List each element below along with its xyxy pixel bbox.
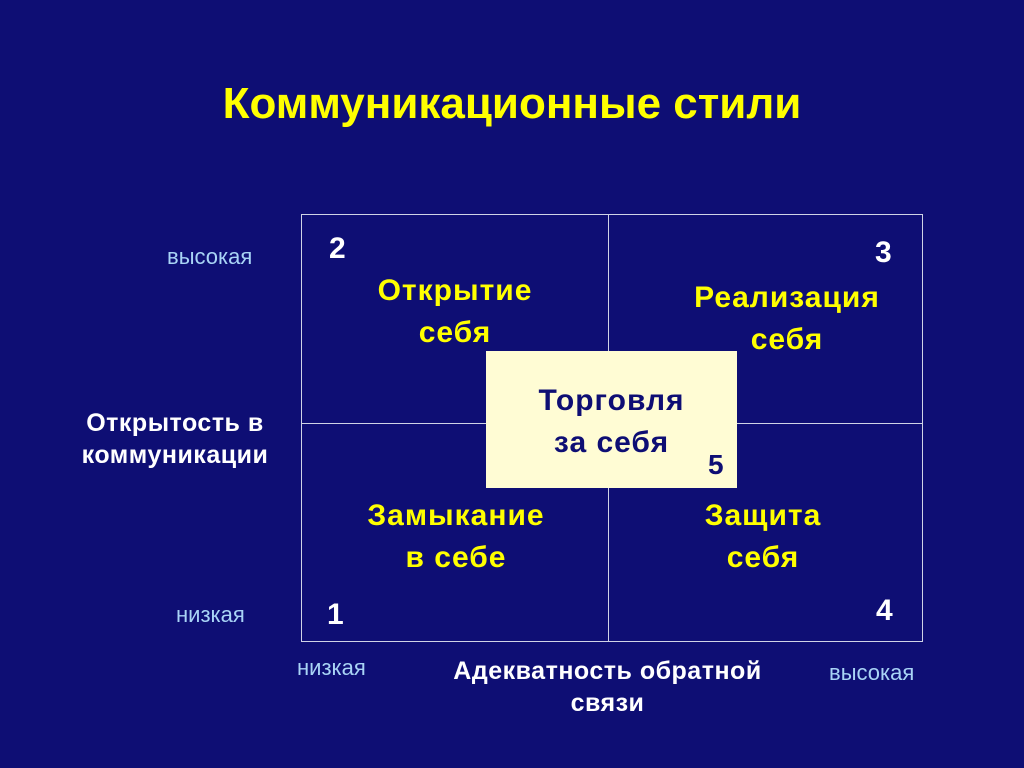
center-line1: Торговля xyxy=(538,384,685,417)
x-axis-title-line2: связи xyxy=(570,689,645,717)
quadrant-3-label xyxy=(657,277,917,361)
quadrant-1-line2: в себе xyxy=(405,541,507,574)
x-axis-high-label: высокая xyxy=(829,660,915,685)
quadrant-4-line2: себя xyxy=(726,541,800,574)
quadrant-2-number: 2 xyxy=(329,232,346,265)
quadrant-4-line1: Защита xyxy=(704,499,822,532)
quadrant-3-number: 3 xyxy=(875,236,892,269)
quadrant-4-number: 4 xyxy=(876,594,893,627)
quadrant-1-label xyxy=(326,495,586,579)
y-axis-title-line1: Открытость в xyxy=(86,409,264,437)
x-axis-title xyxy=(405,655,810,719)
center-number: 5 xyxy=(708,449,724,480)
x-axis-low-label: низкая xyxy=(297,655,366,680)
quadrant-3-line2: себя xyxy=(750,323,824,356)
y-axis-high-label: высокая xyxy=(167,244,253,269)
quadrant-1-number: 1 xyxy=(327,598,344,631)
quadrant-2-label xyxy=(330,270,580,354)
center-label xyxy=(486,380,737,464)
y-axis-title-line2: коммуникации xyxy=(81,441,269,469)
quadrant-1-line1: Замыкание xyxy=(367,499,545,532)
slide-title: Коммуникационные стили xyxy=(222,79,802,128)
quadrant-2-line1: Открытие xyxy=(377,274,533,307)
x-axis-title-line1: Адекватность обратной xyxy=(453,657,762,685)
quadrant-3-line1: Реализация xyxy=(694,281,880,314)
center-line2: за себя xyxy=(553,426,670,459)
y-axis-low-label: низкая xyxy=(176,602,245,627)
y-axis-title xyxy=(50,407,300,471)
center-box xyxy=(486,351,737,488)
quadrant-2-line2: себя xyxy=(418,316,492,349)
quadrant-4-label xyxy=(653,495,873,579)
